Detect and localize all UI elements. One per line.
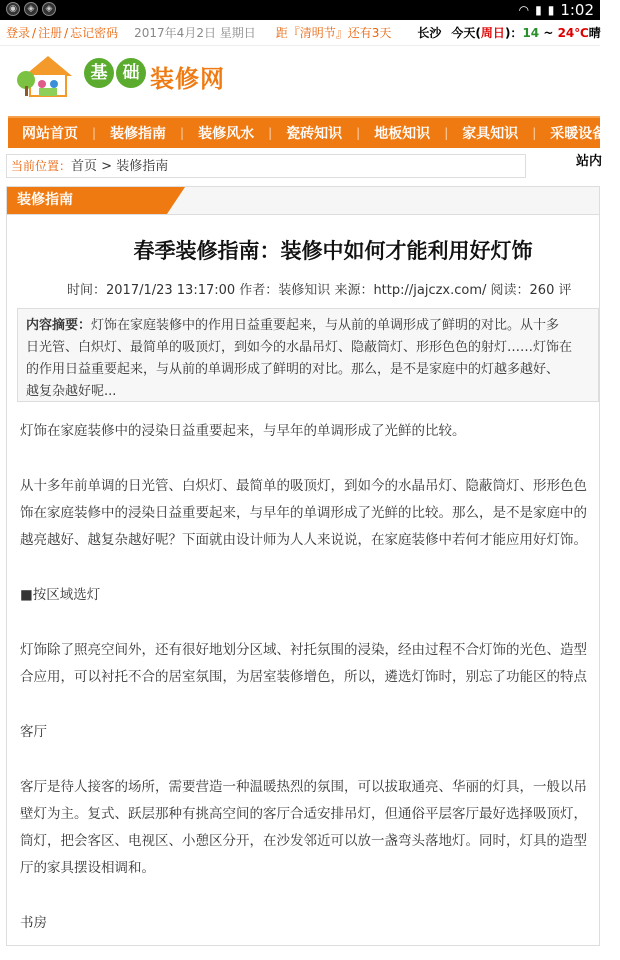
paragraph: 客厅是待人接客的场所，需要营造一种温暖热烈的氛围，可以拔取通亮、华丽的灯具，一般以吊 壁灯为主。复式、跃层那种有挑高空间的客厅合适安排吊灯，但通俗平层客厅最好选择吸顶灯， 筒灯，把会客区、电视区、小憩区分开，在沙发邻近可以放一盏弯头落地灯。同时，灯具的造型 厅的家具摆设相调和。 bbox=[20, 779, 587, 876]
notification-icons bbox=[6, 2, 56, 16]
article-body bbox=[7, 418, 599, 937]
section-heading: 书房 bbox=[20, 915, 47, 931]
site-logo[interactable] bbox=[0, 46, 600, 106]
clock: 1:02 bbox=[560, 1, 594, 19]
article-meta: 时间：2017/1/23 13:17:00 作者：装修知识 来源：http://jajczx.com/ 阅读：260 评 bbox=[67, 283, 572, 298]
forgot-password-link[interactable]: 忘记密码 bbox=[70, 26, 119, 40]
nav-item-tile[interactable]: 瓷砖知识 bbox=[286, 126, 343, 142]
summary-label: 内容摘要： bbox=[26, 318, 92, 333]
breadcrumb: 当前位置：首页 > 装修指南 bbox=[6, 154, 526, 178]
holiday-countdown: 距『清明节』还有3天 bbox=[275, 26, 392, 40]
nav-item-home[interactable]: 网站首页 bbox=[22, 126, 78, 142]
signal-icon: ▮ bbox=[535, 3, 542, 17]
current-date: 2017年4月2日 星期日 bbox=[134, 26, 256, 40]
breadcrumb-home[interactable]: 首页 bbox=[71, 159, 98, 174]
nav-item-heating[interactable]: 采暖设备 bbox=[550, 126, 607, 142]
app-notification-icon: ◉ bbox=[6, 2, 20, 16]
logo-char-1: 基 bbox=[84, 58, 114, 88]
weather-city: 长沙 bbox=[417, 26, 442, 40]
login-link[interactable]: 登录 bbox=[6, 26, 31, 40]
shield-icon: ◈ bbox=[42, 2, 56, 16]
shield-icon: ◈ bbox=[24, 2, 38, 16]
breadcrumb-label: 当前位置： bbox=[11, 159, 72, 173]
site-search-label: 站内 bbox=[576, 154, 603, 169]
nav-item-fengshui[interactable]: 装修风水 bbox=[198, 126, 255, 142]
nav-item-furniture[interactable]: 家具知识 bbox=[462, 126, 519, 142]
register-link[interactable]: 注册 bbox=[38, 26, 63, 40]
logo-text: 装修网 bbox=[150, 65, 225, 93]
nav-item-floor[interactable]: 地板知识 bbox=[374, 126, 431, 142]
nav-item-guide[interactable]: 装修指南 bbox=[110, 126, 167, 142]
status-bar bbox=[0, 0, 600, 20]
paragraph: 灯饰除了照亮空间外，还有很好地划分区域、衬托氛围的浸染，经由过程不合灯饰的光色、造型 合应用，可以衬托不合的居室氛围，为居室装修增色，所以，遴选灯饰时，别忘了功能区的特点 bbox=[20, 642, 587, 685]
house-logo-icon bbox=[16, 52, 80, 98]
battery-icon: ▮ bbox=[547, 3, 555, 17]
logo-char-2: 础 bbox=[116, 58, 146, 88]
breadcrumb-current[interactable]: 装修指南 bbox=[116, 159, 169, 174]
article-panel bbox=[6, 186, 600, 946]
wifi-icon: ◠ bbox=[518, 3, 530, 17]
weather-today: 今天(周日)：14 ~ 24℃晴 bbox=[451, 26, 601, 40]
section-heading: 客厅 bbox=[20, 724, 47, 740]
paragraph: 灯饰在家庭装修中的浸染日益重要起来，与早年的单调形成了光鲜的比较。 bbox=[20, 423, 466, 439]
paragraph: 从十多年前单调的日光管、白炽灯、最简单的吸顶灯，到如今的水晶吊灯、隐蔽筒灯、形形色色 饰在家庭装修中的浸染日益重要起来，与早年的单调形成了光鲜的比较。那么，是不是家庭中的 越亮越好、越复杂越好呢？下面就由设计师为人人来说说，在家庭装修中若何才能应用好灯饰。 bbox=[20, 478, 587, 548]
section-heading: ■按区域选灯 bbox=[20, 587, 101, 603]
main-nav: 网站首页 | 装修指南 | 装修风水 | 瓷砖知识 | 地板知识 | 家具知识 | 采暖设备 bbox=[8, 116, 600, 148]
panel-header bbox=[7, 187, 599, 215]
article-title: 春季装修指南：装修中如何才能利用好灯饰 bbox=[133, 239, 533, 263]
top-info-bar: 登录 / 注册 / 忘记密码 2017年4月2日 星期日 距『清明节』还有3天 长沙 今天(周日)：14 ~ 24℃晴 bbox=[0, 20, 600, 46]
panel-tab[interactable]: 装修指南 bbox=[7, 187, 167, 214]
article-summary: 内容摘要：灯饰在家庭装修中的作用日益重要起来，与从前的单调形成了鲜明的对比。从十多 日光管、白炽灯、最简单的吸顶灯，到如今的水晶吊灯、隐蔽筒灯、形形色色的射灯……灯饰在 的作用日益重要起来，与从前的单调形成了鲜明的对比。那么，是不是家庭中的灯越多越好、 越复杂越好呢... bbox=[17, 308, 599, 402]
